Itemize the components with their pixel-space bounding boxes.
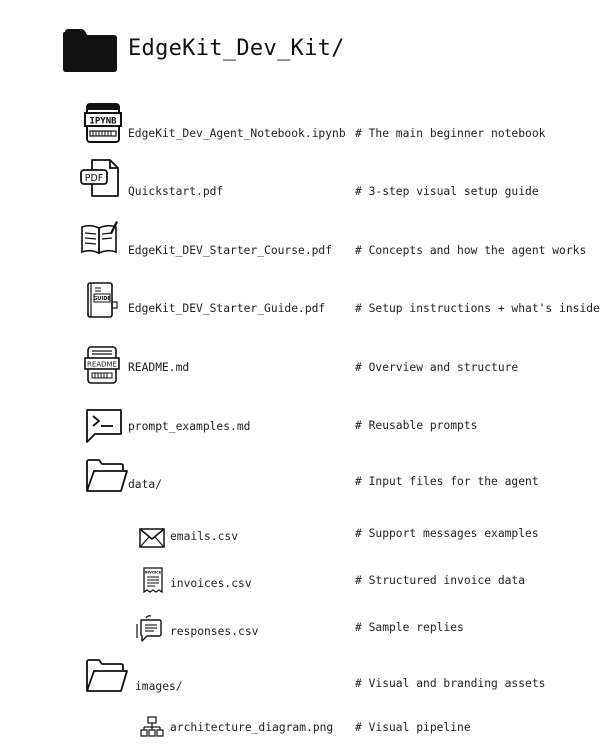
folder-name-data[interactable]: data/: [128, 478, 163, 491]
file-comment-readme: # Overview and structure: [355, 361, 519, 374]
open-book-icon: [80, 219, 120, 257]
root-folder-name[interactable]: EdgeKit_Dev_Kit/: [128, 36, 345, 61]
file-comment-emails: # Support messages examples: [355, 527, 539, 540]
file-name-responses[interactable]: responses.csv: [170, 625, 259, 638]
file-name-guide[interactable]: EdgeKit_DEV_Starter_Guide.pdf: [128, 302, 326, 315]
terminal-icon: [85, 408, 123, 444]
file-comment-invoices: # Structured invoice data: [355, 574, 526, 587]
envelope-icon: [139, 528, 165, 548]
file-comment-responses: # Sample replies: [355, 621, 464, 634]
pdf-badge: PDF: [84, 173, 104, 184]
file-comment-quickstart: # 3-step visual setup guide: [355, 185, 539, 198]
file-name-quickstart[interactable]: Quickstart.pdf: [128, 185, 224, 198]
notebook-badge: IPYNB: [89, 116, 117, 127]
file-name-emails[interactable]: emails.csv: [170, 530, 239, 543]
file-comment-prompts: # Reusable prompts: [355, 419, 478, 432]
invoice-badge: INVOICE: [144, 570, 162, 575]
folder-filled-icon: [62, 28, 118, 73]
reply-messages-icon: [134, 614, 164, 644]
hierarchy-diagram-icon: [140, 716, 164, 738]
guide-book-icon: [85, 282, 119, 320]
invoice-icon: [142, 567, 164, 593]
file-name-architecture[interactable]: architecture_diagram.png: [170, 721, 334, 734]
guide-badge: GUIDE: [93, 296, 111, 303]
file-name-notebook[interactable]: EdgeKit_Dev_Agent_Notebook.ipynb: [128, 127, 346, 140]
folder-open-icon: [85, 458, 129, 494]
file-comment-course: # Concepts and how the agent works: [355, 244, 587, 257]
folder-comment-images: # Visual and branding assets: [355, 677, 546, 690]
file-comment-guide: # Setup instructions + what's inside: [355, 302, 600, 315]
folder-comment-data: # Input files for the agent: [355, 475, 539, 488]
file-name-course[interactable]: EdgeKit_DEV_Starter_Course.pdf: [128, 244, 333, 257]
folder-open-icon: [85, 658, 129, 694]
pdf-file-icon: [80, 158, 120, 198]
file-comment-notebook: # The main beginner notebook: [355, 127, 546, 140]
file-name-prompts[interactable]: prompt_examples.md: [128, 420, 251, 433]
folder-name-images[interactable]: images/: [135, 680, 183, 693]
readme-icon: [84, 346, 120, 384]
file-comment-architecture: # Visual pipeline: [355, 721, 471, 734]
file-name-readme[interactable]: README.md: [128, 361, 190, 374]
notebook-icon: [84, 102, 122, 144]
file-name-invoices[interactable]: invoices.csv: [170, 577, 252, 590]
readme-badge: README: [87, 360, 117, 369]
